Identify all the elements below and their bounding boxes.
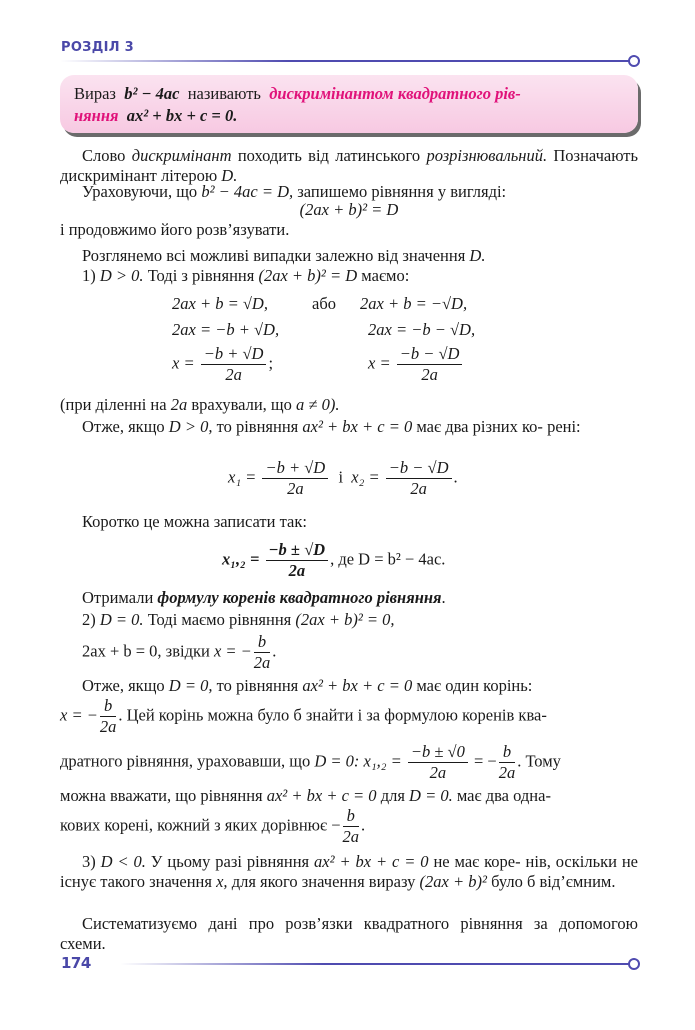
definition-term-cont: няння <box>74 106 119 125</box>
case-1-heading <box>60 266 638 286</box>
paragraph-continue: і продовжимо його розв’язувати. <box>60 220 290 239</box>
fraction <box>386 458 452 499</box>
footer-rule <box>120 963 630 965</box>
denominator: 2a <box>99 717 117 736</box>
derivation-right-3 <box>368 344 464 385</box>
text: то рівняння <box>216 417 299 436</box>
denominator: 2a <box>421 365 438 384</box>
numerator: −b + √D <box>262 458 328 479</box>
formula-term: формулу коренів квадратного рівняння <box>157 588 442 607</box>
text: не має коре- <box>433 852 521 871</box>
equal-roots-value: кових корені, кожний з яких дорівнює − $\frac{b}{2a}$ . <box>60 806 366 846</box>
paragraph-formula-name <box>60 588 638 608</box>
quadratic-equation: ax² + bx + c = 0 <box>314 852 429 871</box>
discriminant-definition: , де D = b² − 4ac. <box>330 549 446 569</box>
text: Отже, якщо <box>82 417 165 436</box>
math-x: x, <box>216 872 228 891</box>
term-italic: дискримінант <box>131 146 232 165</box>
math-expression: 2a <box>170 395 188 414</box>
punctuation: . <box>361 815 366 835</box>
header-rule-ring-icon <box>628 55 640 67</box>
x-equals: x = <box>172 353 195 373</box>
math-expression: b² − 4ac = D, <box>201 182 294 201</box>
case-condition: D > 0, <box>168 417 213 436</box>
text: нів, оскільки не існує такого значення <box>60 852 639 891</box>
case-condition: D = 0. <box>409 786 453 805</box>
numerator: −b ± √D <box>266 540 329 561</box>
case-number: 1) <box>82 266 96 285</box>
numerator: −b ± √0 <box>408 742 468 763</box>
equal-roots-line <box>60 786 638 806</box>
case-condition: D < 0. <box>100 852 146 871</box>
text: дратного рівняння, ураховавши, що <box>60 751 311 771</box>
text: має два різних ко- <box>416 417 543 436</box>
zero-discriminant-line <box>60 742 561 783</box>
case-number: 3) <box>82 852 96 871</box>
and-word: і <box>338 467 344 487</box>
quadratic-formula <box>222 540 445 581</box>
paragraph-systematize: Систематизуємо дані про розв’язки квадратного рівняння за допомогою схеми. <box>60 914 638 953</box>
text: врахували, що <box>191 395 292 414</box>
text: походить від латинського <box>237 146 421 165</box>
denominator: 2a <box>410 479 427 498</box>
math-expression: (2ax + b)² = 0, <box>295 610 395 629</box>
fraction <box>201 344 267 385</box>
x2-label: x₂ = <box>351 467 380 487</box>
text: Слово <box>82 146 126 165</box>
equation-square-form: (2ax + b)² = D <box>299 200 399 219</box>
text: У цьому разі рівняння <box>150 852 310 871</box>
fraction <box>397 344 463 385</box>
text: було б від’ємним. <box>491 872 616 891</box>
paragraph-one-root <box>60 676 638 696</box>
fraction <box>408 742 468 783</box>
derivation-left-3 <box>172 344 273 385</box>
section-label: РОЗДІЛ 3 <box>61 40 134 55</box>
text: має два одна- <box>456 786 551 805</box>
text: Отримали <box>82 588 154 607</box>
case-condition: D > 0. <box>99 266 144 285</box>
denominator: 2a <box>225 365 242 384</box>
one-root-line <box>60 696 547 737</box>
fraction <box>343 806 360 847</box>
division-note <box>60 395 638 415</box>
fraction <box>499 742 516 783</box>
quadratic-equation: ax² + bx + c = 0 <box>302 417 413 436</box>
header-rule <box>60 60 630 62</box>
paragraph-short-form: Коротко це можна записати так: <box>82 512 307 531</box>
paragraph-origin <box>60 146 638 186</box>
math-expression: a ≠ 0). <box>296 395 340 414</box>
denominator: 2a <box>287 479 304 498</box>
x12-label: x₁,₂ = <box>222 549 260 569</box>
text: Позначають дискримінант літерою <box>60 146 639 185</box>
math-expression: (2ax + b)² = D <box>258 266 358 285</box>
punctuation: . <box>272 641 277 661</box>
quadratic-equation: ax² + bx + c = 0 <box>302 676 413 695</box>
case-3-paragraph <box>60 852 638 892</box>
text: для якого значення виразу <box>231 872 416 891</box>
definition-verb: називають <box>187 84 261 103</box>
definition-box <box>60 75 638 133</box>
text: маємо: <box>361 266 410 285</box>
text: Розглянемо всі можливі випадки залежно від значення <box>82 246 466 265</box>
or-word: або <box>312 294 336 313</box>
text: Отже, якщо <box>82 676 165 695</box>
case-condition: D = 0, <box>168 676 213 695</box>
math-D: D. <box>469 246 486 265</box>
numerator: b <box>499 742 516 763</box>
text: Ураховуючи, що <box>82 182 198 201</box>
fraction <box>266 540 329 581</box>
numerator: −b + √D <box>201 344 267 365</box>
text: для <box>380 786 405 805</box>
denominator: 2a <box>288 561 306 580</box>
x-equals-minus: x = − <box>60 705 98 725</box>
paragraph-cases-intro <box>60 246 638 266</box>
text: можна вважати, що рівняння <box>60 786 263 805</box>
text: . Цей корінь можна було б знайти і за формулою коренів ква- <box>118 705 547 725</box>
numerator: −b − √D <box>397 344 463 365</box>
text: (при діленні на <box>60 395 167 414</box>
case-2-heading <box>60 610 638 630</box>
definition-term: дискримінантом квадратного рів- <box>269 84 521 103</box>
case-2-solution <box>82 632 276 673</box>
denominator: 2a <box>253 653 271 672</box>
numerator: b <box>254 632 271 653</box>
case-condition: D = 0: <box>314 751 360 771</box>
quadratic-equation: ax² + bx + c = 0 <box>266 786 377 805</box>
derivation-right-2: 2ax = −b − √D, <box>368 320 476 339</box>
text: 2ax + b = 0, звідки <box>82 641 210 661</box>
text: . Тому <box>517 751 561 771</box>
roots-x1-x2 <box>228 458 458 499</box>
text: запишемо рівняння у вигляді: <box>297 182 507 201</box>
page-number: 174 <box>61 954 91 972</box>
text: Тоді маємо рівняння <box>147 610 292 629</box>
footer-rule-ring-icon <box>628 958 640 970</box>
punctuation: . <box>441 588 446 607</box>
fraction <box>100 696 117 737</box>
math-D: D. <box>221 166 238 185</box>
text: Тоді з рівняння <box>147 266 255 285</box>
derivation-right-1: 2ax + b = −√D, <box>360 294 468 313</box>
punctuation: ; <box>268 353 274 373</box>
case-condition: D = 0. <box>99 610 144 629</box>
punctuation: . <box>453 467 458 487</box>
denominator: 2a <box>498 763 516 782</box>
text: рені: <box>547 417 581 436</box>
denominator: 2a <box>429 763 447 782</box>
text: кових корені, кожний з яких дорівнює <box>60 815 328 835</box>
derivation-left-2: 2ax = −b + √D, <box>172 320 280 339</box>
definition-prefix: Вираз <box>74 84 116 103</box>
x12-label: x₁,₂ = <box>363 751 402 771</box>
derivation-left-1: 2ax + b = √D, <box>172 294 268 313</box>
discriminant-expression: b² − 4ac <box>124 84 180 103</box>
denominator: 2a <box>342 827 360 846</box>
numerator: −b − √D <box>386 458 452 479</box>
definition-text <box>74 83 624 127</box>
math-expression: (2ax + b)² <box>419 872 487 891</box>
equals-minus: = − <box>473 751 497 771</box>
paragraph-rewrite <box>60 182 638 202</box>
text: то рівняння <box>216 676 299 695</box>
case-number: 2) <box>82 610 96 629</box>
numerator: b <box>100 696 117 717</box>
numerator: b <box>343 806 360 827</box>
fraction <box>254 632 271 673</box>
x-equals-minus: x = − <box>213 641 252 661</box>
paragraph-two-roots <box>60 417 638 437</box>
x1-label: x₁ = <box>228 467 257 487</box>
text: має один корінь: <box>416 676 533 695</box>
fraction <box>262 458 328 499</box>
quadratic-equation: ax² + bx + c = 0. <box>126 106 238 125</box>
term-italic: розрізнювальний. <box>426 146 548 165</box>
x-equals: x = <box>368 353 391 373</box>
